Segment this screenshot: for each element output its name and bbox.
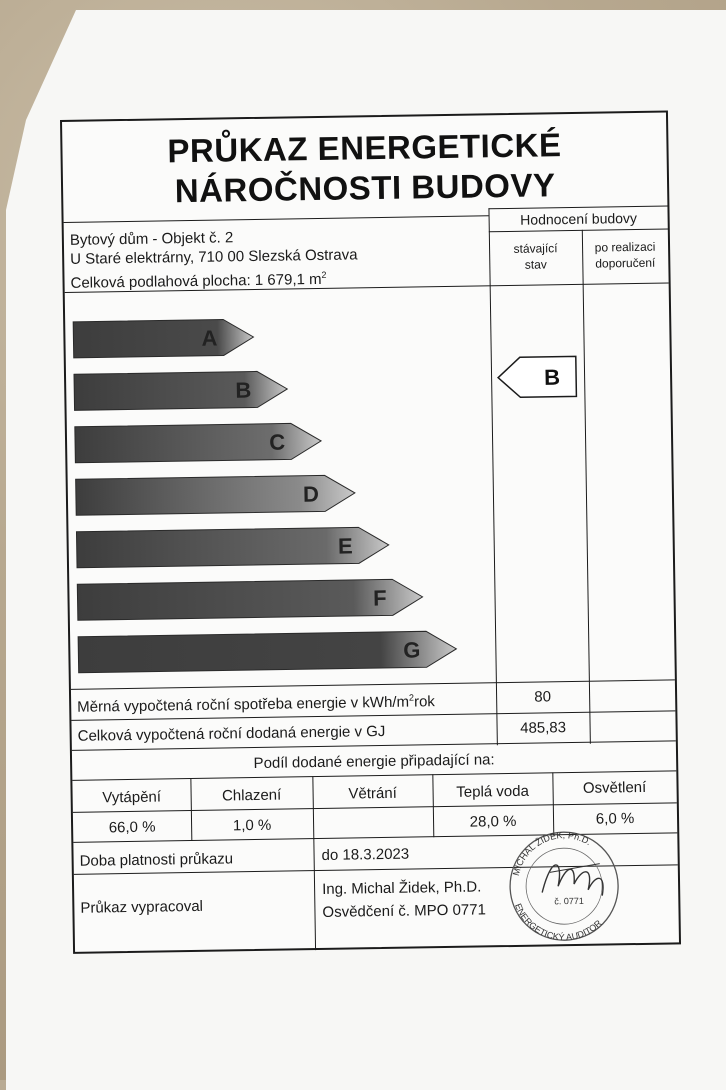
energy-class-label-E: E (337, 533, 353, 559)
svg-text:ENERGETICKÝ AUDITOR: ENERGETICKÝ AUDITOR (512, 902, 604, 943)
energy-class-label-F: F (372, 585, 387, 611)
share-lighting-label: Osvětlení (582, 778, 647, 797)
certificate-title-line2: NÁROČNOSTI BUDOVY (174, 166, 556, 210)
building-address: U Staré elektrárny, 710 00 Slezská Ostrava (70, 246, 358, 268)
rating-current-header: stávající stav (513, 241, 558, 272)
certificate-title-line1: PRŮKAZ ENERGETICKÉ (167, 126, 562, 170)
energy-certificate (60, 110, 681, 953)
rating-header-title: Hodnocení budovy (520, 209, 638, 228)
author-name: Ing. Michal Židek, Ph.D. (321, 878, 482, 898)
validity-label: Doba platnosti průkazu (79, 850, 234, 870)
auditor-stamp (62, 112, 679, 955)
validity-value: do 18.3.2023 (321, 845, 410, 864)
svg-text:č. 0771: č. 0771 (554, 895, 584, 907)
share-cooling-value: 1,0 % (232, 816, 272, 835)
share-hot-water-value: 28,0 % (469, 812, 517, 831)
floor-area: Celková podlahová plocha: 1 679,1 $m^2$ (70, 269, 327, 292)
share-ventilation-label: Větrání (348, 784, 397, 803)
author-certificate: Osvědčení č. MPO 0771 (322, 901, 487, 921)
building-name: Bytový dům - Objekt č. 2 (69, 229, 234, 249)
share-cooling-label: Chlazení (221, 786, 282, 805)
specific-consumption-label: Měrná vypočtená roční spotřeba energie v kWh/$m^2rok$ (77, 692, 436, 716)
specific-consumption-value: 80 (534, 688, 552, 706)
delivered-energy-value: 485,83 (520, 719, 567, 737)
svg-text:MICHAL ŽIDEK, Ph.D.: MICHAL ŽIDEK, Ph.D. (510, 830, 593, 877)
share-lighting-value: 6,0 % (595, 810, 635, 828)
delivered-energy-label: Celková vypočtená roční dodaná energie v GJ (77, 722, 386, 745)
energy-class-label-C: C (269, 429, 286, 455)
share-hot-water-label: Teplá voda (456, 782, 530, 801)
energy-class-label-B: B (235, 377, 252, 403)
current-class-value: B (543, 364, 561, 390)
share-heating-value: 66,0 % (108, 818, 156, 837)
rating-after-header: po realizaci doporučení (594, 239, 656, 271)
energy-class-label-G: G (403, 637, 421, 663)
share-title: Podíl dodané energie připadající na: (253, 751, 495, 773)
energy-class-label-D: D (302, 481, 320, 507)
share-heating-label: Vytápění (102, 788, 162, 807)
author-label: Průkaz vypracoval (80, 897, 204, 917)
energy-class-label-A: A (201, 325, 218, 351)
